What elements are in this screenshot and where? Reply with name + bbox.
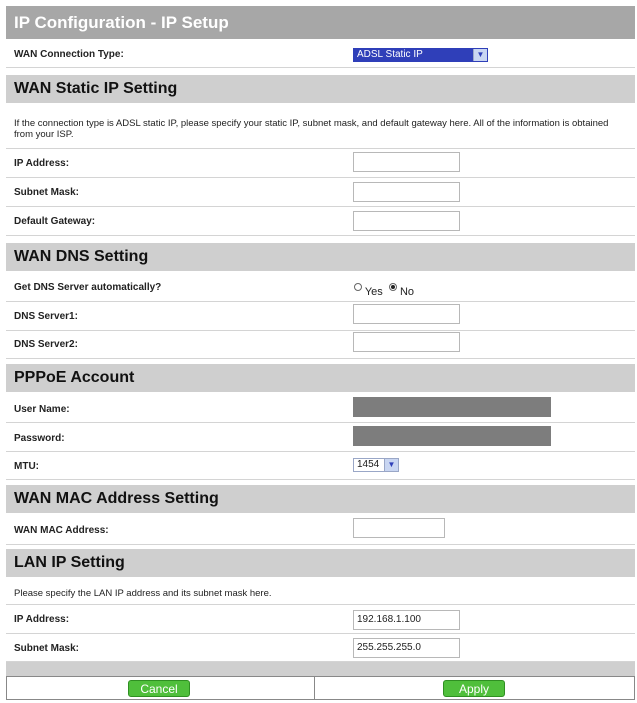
- cancel-cell: [6, 676, 315, 700]
- dns-auto-yes-radio[interactable]: [354, 283, 362, 291]
- ip-setup-form: [6, 6, 635, 700]
- section-wan-static-ip: WAN Static IP Setting: [6, 75, 635, 103]
- mtu-select[interactable]: [353, 458, 399, 472]
- chevron-down-icon: ▼: [384, 459, 398, 471]
- lan-mask-row: [6, 634, 635, 662]
- wan-static-desc-row: [6, 110, 635, 149]
- pppoe-pass-row: [6, 423, 635, 452]
- dns2-input[interactable]: [353, 332, 460, 352]
- apply-cell: [314, 676, 635, 700]
- wan-gateway-input[interactable]: [353, 211, 460, 231]
- chevron-down-icon: ▼: [473, 49, 487, 61]
- wan-connection-row: [6, 41, 635, 68]
- dns1-input[interactable]: [353, 304, 460, 324]
- mtu-row: [6, 452, 635, 480]
- lan-ip-input[interactable]: 192.168.1.100: [353, 610, 460, 630]
- pppoe-pass-label: Password:: [14, 433, 65, 444]
- lan-ip-label: IP Address:: [14, 614, 70, 625]
- dns1-row: [6, 302, 635, 331]
- wan-ip-label: IP Address:: [14, 158, 70, 169]
- wan-mask-input[interactable]: [353, 182, 460, 202]
- pppoe-user-row: [6, 394, 635, 423]
- wan-gateway-label: Default Gateway:: [14, 216, 96, 227]
- wan-mask-row: [6, 178, 635, 207]
- pppoe-user-label: User Name:: [14, 404, 70, 415]
- pppoe-pass-input[interactable]: [353, 426, 551, 446]
- wan-mac-input[interactable]: [353, 518, 445, 538]
- footer-divider: [6, 662, 635, 676]
- cancel-button[interactable]: Cancel: [128, 680, 190, 697]
- dns-auto-no-radio[interactable]: [389, 283, 397, 291]
- wan-ip-input[interactable]: [353, 152, 460, 172]
- pppoe-user-input[interactable]: [353, 397, 551, 417]
- section-lan-ip: LAN IP Setting: [6, 549, 635, 577]
- dns-auto-no-label: No: [399, 286, 414, 298]
- wan-ip-row: [6, 149, 635, 178]
- wan-gateway-row: [6, 207, 635, 236]
- wan-mac-row: [6, 515, 635, 545]
- section-pppoe: PPPoE Account: [6, 364, 635, 392]
- dns2-row: [6, 331, 635, 359]
- wan-connection-label: WAN Connection Type:: [14, 49, 124, 60]
- wan-static-description: If the connection type is ADSL static IP, please specify your static IP, subnet mask, and default gateway here. All of the information is obtained from your ISP.: [14, 118, 609, 140]
- page-title: IP Configuration - IP Setup: [6, 6, 635, 39]
- wan-mac-label: WAN MAC Address:: [14, 525, 109, 536]
- dns-auto-radio-group: [354, 282, 414, 298]
- section-wan-dns: WAN DNS Setting: [6, 243, 635, 271]
- lan-mask-input[interactable]: 255.255.255.0: [353, 638, 460, 658]
- wan-connection-value: ADSL Static IP: [357, 49, 423, 60]
- mtu-value: 1454: [357, 459, 380, 470]
- dns1-label: DNS Server1:: [14, 311, 78, 322]
- dns-auto-row: [6, 273, 635, 302]
- lan-ip-row: [6, 605, 635, 634]
- lan-description: Please specify the LAN IP address and its subnet mask here.: [14, 588, 272, 599]
- lan-desc-row: [6, 580, 635, 605]
- lan-mask-label: Subnet Mask:: [14, 643, 80, 654]
- dns-auto-label: Get DNS Server automatically?: [14, 282, 162, 293]
- dns2-label: DNS Server2:: [14, 339, 78, 350]
- mtu-label: MTU:: [14, 461, 39, 472]
- dns-auto-yes-label: Yes: [364, 286, 383, 298]
- section-wan-mac: WAN MAC Address Setting: [6, 485, 635, 513]
- wan-mask-label: Subnet Mask:: [14, 187, 80, 198]
- wan-connection-select[interactable]: [353, 48, 488, 62]
- apply-button[interactable]: Apply: [443, 680, 505, 697]
